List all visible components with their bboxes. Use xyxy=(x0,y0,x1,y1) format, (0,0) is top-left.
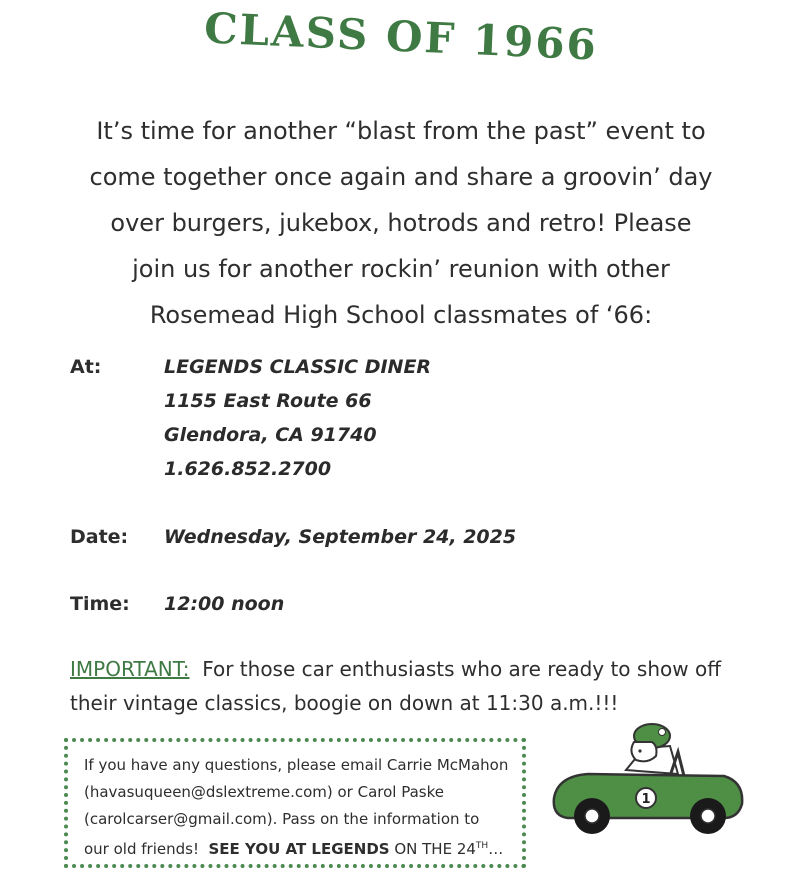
date-label: Date: xyxy=(70,526,129,548)
time-value xyxy=(164,587,284,621)
venue-name: LEGENDS CLASSIC DINER xyxy=(164,356,432,378)
rear-hub xyxy=(701,809,715,823)
date-value xyxy=(164,520,516,554)
contact-line: (havasuqueen@dslextreme.com) or Carol Paske xyxy=(84,783,444,801)
contact-line: (carolcarser@gmail.com). Pass on the information to xyxy=(84,810,480,828)
intro-line: join us for another rockin’ reunion with other xyxy=(132,255,670,283)
contact-line-4-prefix: our old friends! xyxy=(84,840,209,858)
ellipsis: … xyxy=(488,840,504,858)
page-title: CLASS OF 1966 xyxy=(203,3,599,70)
contact-line-4-suffix: ON THE 24 xyxy=(389,840,476,858)
intro-line: over burgers, jukebox, hotrods and retro! Please xyxy=(110,209,692,237)
location-label: At: xyxy=(70,356,102,378)
contact-box xyxy=(64,738,526,868)
contact-line: If you have any questions, please email Carrie McMahon xyxy=(84,756,509,774)
see-you-text: SEE YOU AT LEGENDS xyxy=(208,840,390,858)
front-hub xyxy=(585,809,599,823)
important-note xyxy=(70,652,760,720)
ordinal-suffix: TH xyxy=(475,841,489,851)
location-value xyxy=(164,350,431,486)
intro-line: It’s time for another “blast from the past” event to xyxy=(96,117,706,145)
driver-face xyxy=(631,742,656,761)
contact-line xyxy=(84,833,510,863)
date-text: Wednesday, September 24, 2025 xyxy=(164,526,517,548)
car-number: 1 xyxy=(641,792,651,807)
important-label: IMPORTANT: xyxy=(70,657,190,681)
venue-phone: 1.626.852.2700 xyxy=(164,458,332,480)
race-car-icon xyxy=(548,718,748,838)
important-text-1: For those car enthusiasts who are ready to show off xyxy=(202,657,721,681)
venue-street: 1155 East Route 66 xyxy=(164,390,372,412)
important-text-2: their vintage classics, boogie on down at 11:30 a.m.!!! xyxy=(70,691,619,715)
intro-paragraph xyxy=(40,108,762,338)
intro-line: come together once again and share a groovin’ day xyxy=(89,163,713,191)
time-label: Time: xyxy=(70,593,130,615)
driver-eye xyxy=(638,749,641,752)
important-line-1 xyxy=(70,652,760,686)
intro-line: Rosemead High School classmates of ‘66: xyxy=(149,301,653,329)
venue-city: Glendora, CA 91740 xyxy=(164,424,377,446)
time-text: 12:00 noon xyxy=(164,593,285,615)
helmet-goggle xyxy=(659,729,666,736)
